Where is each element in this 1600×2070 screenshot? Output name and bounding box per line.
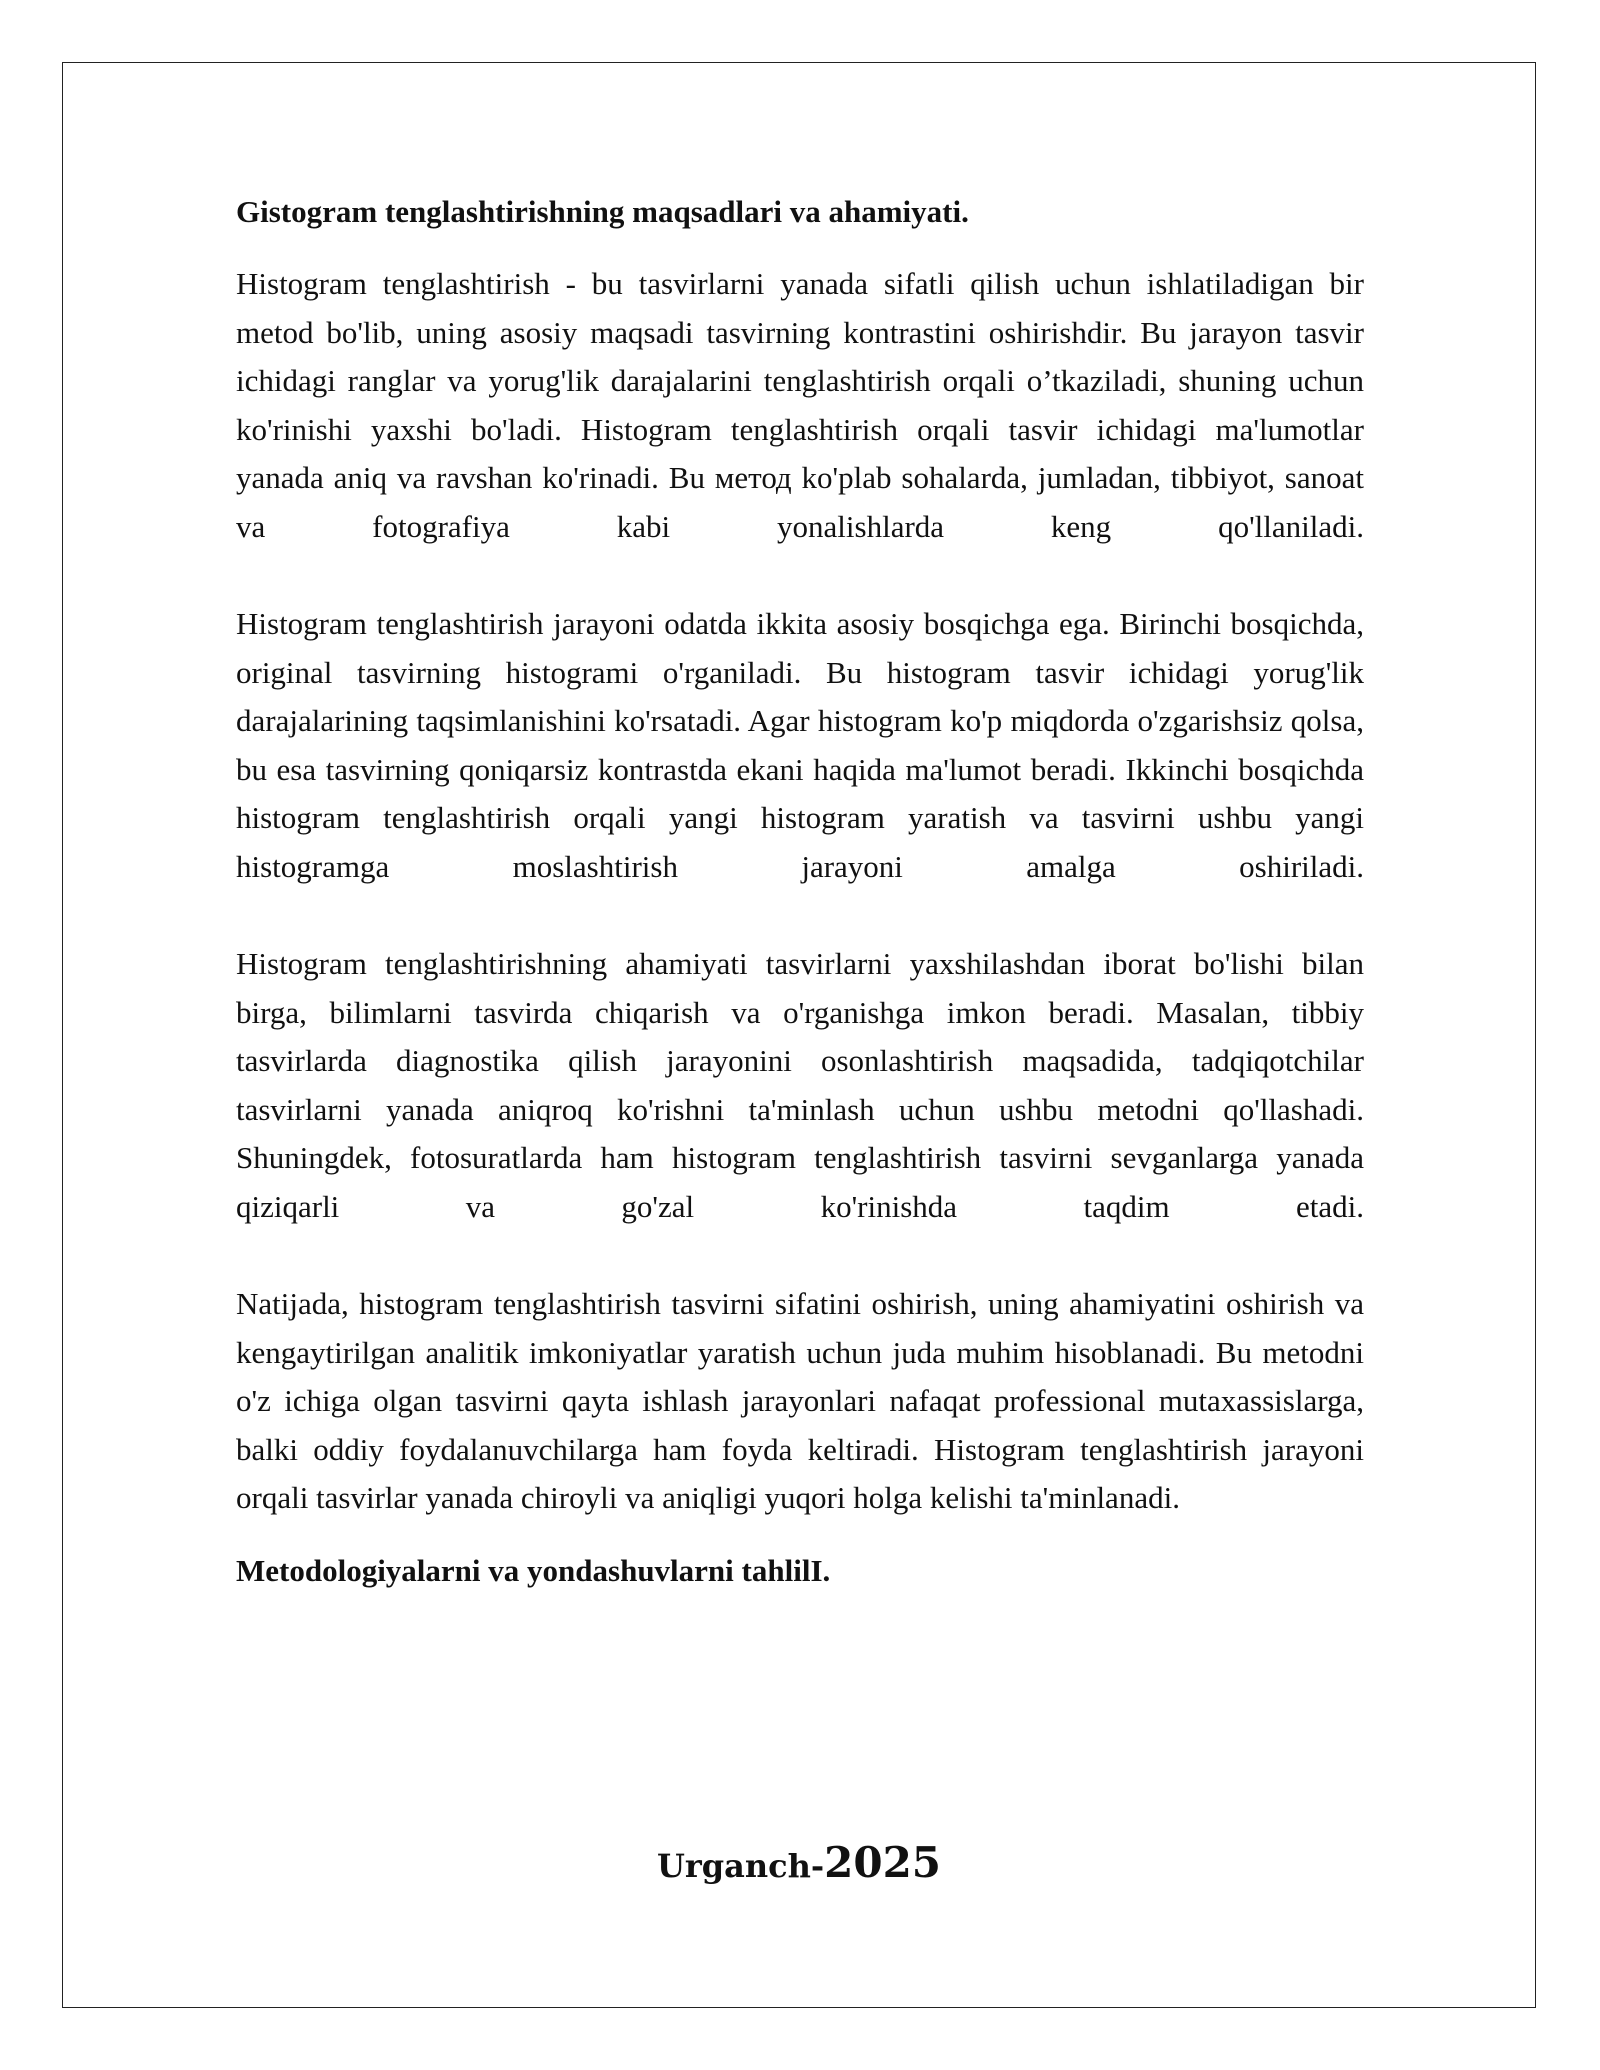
paragraph-intro: Histogram tenglashtirish - bu tasvirlarni yanada sifatli qilish uchun ishlatiladigan bir metod bo'lib, uning asosiy maqsadi tasvirning kontrastini oshirishdir. Bu jarayon tasvir ichidagi ranglar va yorug'lik darajalarini tenglashtirish orqali o’tkaziladi, shuning uchun ko'rinishi yaxshi bo'ladi. Histogram tenglashtirish orqali tasvir ichidagi ma'lumotlar yanada aniq va ravshan ko'rinadi. Bu метод ko'plab sohalarda, jumladan, tibbiyot, sanoat va fotografiya kabi yonalishlarda keng qo'llaniladi. <box>236 266 1364 544</box>
footer-place-year <box>62 1838 1536 1887</box>
paragraph-conclusion: Natijada, histogram tenglashtirish tasvirni sifatini oshirish, uning ahamiyatini oshirish va kengaytirilgan analitik imkoniyatlar yaratish uchun juda muhim hisoblanadi. Bu metodni o'z ichiga olgan tasvirni qayta ishlash jarayonlari nafaqat professional mutaxassislarga, balki oddiy foydalanuvchilarga ham foyda keltiradi. Histogram tenglashtirish jarayoni orqali tasvirlar yanada chiroyli va aniqligi yuqori holga kelishi ta'minlanadi. <box>236 1286 1364 1515</box>
section-heading-methodology: Metodologiyalarni va yondashuvlarni tahlilI. <box>236 1552 831 1588</box>
paragraph-importance: Histogram tenglashtirishning ahamiyati tasvirlarni yaxshilashdan iborat bo'lishi bilan birga, bilimlarni tasvirda chiqarish va o'rganishga imkon beradi. Masalan, tibbiy tasvirlarda diagnostika qilish jarayonini osonlashtirish maqsadida, tadqiqotchilar tasvirlarni yanada aniqroq ko'rishni ta'minlash uchun ushbu metodni qo'llashadi. Shuningdek, fotosuratlarda ham histogram tenglashtirish tasvirni sevganlarga yanada qiziqarli va go'zal ko'rinishda taqdim etadi. <box>236 946 1364 1224</box>
footer-year: 2025 <box>824 1838 942 1887</box>
paragraph-stages: Histogram tenglashtirish jarayoni odatda ikkita asosiy bosqichga ega. Birinchi bosqichda, original tasvirning histogrami o'rganiladi. Bu histogram tasvir ichidagi yorug'lik darajalarining taqsimlanishini ko'rsatadi. Agar histogram ko'p miqdorda o'zgarishsiz qolsa, bu esa tasvirning qoniqarsiz kontrastda ekani haqida ma'lumot beradi. Ikkinchi bosqichda histogram tenglashtirish orqali yangi histogram yaratish va tasvirni ushbu yangi histogramga moslashtirish jarayoni amalga oshiriladi. <box>236 606 1364 884</box>
section-heading-goals: Gistogram tenglashtirishning maqsadlari va ahamiyati. <box>236 194 969 229</box>
footer-city: Urganch- <box>656 1847 825 1885</box>
document-body <box>236 188 1364 1619</box>
